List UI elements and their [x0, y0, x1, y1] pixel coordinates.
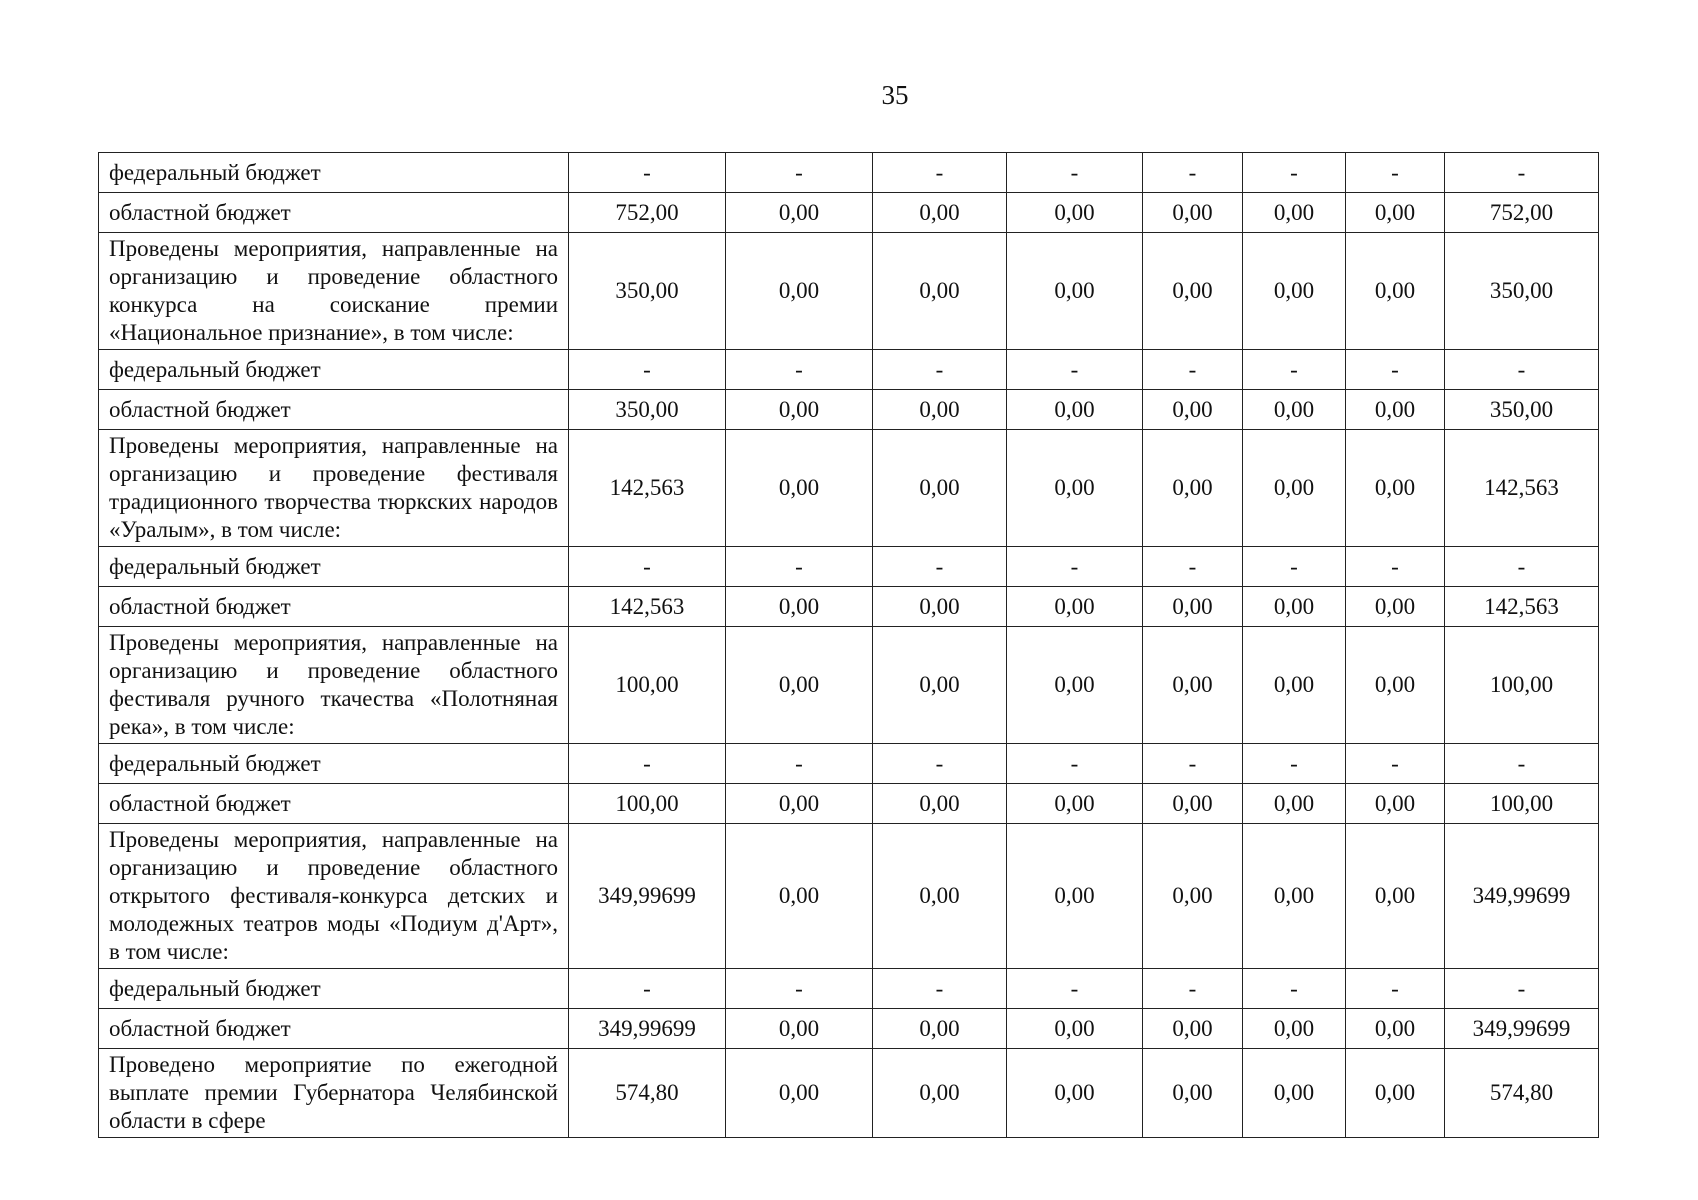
table-cell-value: 0,00	[873, 784, 1007, 824]
table-cell-value: 100,00	[569, 627, 726, 744]
row-label: федеральный бюджет	[99, 547, 569, 587]
table-cell-value: 0,00	[1243, 784, 1346, 824]
table-cell-value: 0,00	[1007, 1049, 1143, 1138]
table-row-budget-source	[99, 390, 1599, 430]
row-label: Проведены мероприятия, направленные на организацию и проведение областного конкурса на соискание премии «Национальное признание», в том числе:	[99, 233, 569, 350]
row-label: областной бюджет	[99, 784, 569, 824]
table-cell-value: 142,563	[1445, 430, 1599, 547]
table-cell-value: 0,00	[1243, 1049, 1346, 1138]
table-cell-value: 349,99699	[1445, 824, 1599, 969]
table-cell-value: 0,00	[1346, 824, 1445, 969]
table-cell-value: -	[873, 744, 1007, 784]
table-cell-value: 0,00	[1143, 824, 1243, 969]
table-cell-value: -	[1243, 350, 1346, 390]
table-cell-value: -	[1346, 744, 1445, 784]
table-cell-value: 0,00	[873, 1009, 1007, 1049]
table-cell-value: -	[1243, 153, 1346, 193]
table-cell-value: 0,00	[1143, 430, 1243, 547]
table-cell-value: 574,80	[1445, 1049, 1599, 1138]
table-cell-value: -	[1243, 744, 1346, 784]
table-cell-value: 0,00	[1143, 1049, 1243, 1138]
table-cell-value: 349,99699	[1445, 1009, 1599, 1049]
table-cell-value: -	[1346, 547, 1445, 587]
table-cell-value: 0,00	[873, 1049, 1007, 1138]
table-cell-value: -	[1007, 969, 1143, 1009]
table-cell-value: 0,00	[873, 587, 1007, 627]
table-cell-value: 0,00	[1243, 627, 1346, 744]
table-row-budget-source	[99, 1009, 1599, 1049]
table-cell-value: 0,00	[1243, 824, 1346, 969]
table-cell-value: 0,00	[1007, 627, 1143, 744]
table-cell-value: 574,80	[569, 1049, 726, 1138]
table-cell-value: -	[1445, 969, 1599, 1009]
table-cell-value: 0,00	[1007, 390, 1143, 430]
table-cell-value: 0,00	[1346, 587, 1445, 627]
table-cell-value: 349,99699	[569, 824, 726, 969]
table-cell-value: 0,00	[1007, 1009, 1143, 1049]
table-cell-value: -	[1007, 350, 1143, 390]
table-cell-value: -	[1346, 350, 1445, 390]
table-row-budget-source	[99, 744, 1599, 784]
table-row-event	[99, 1049, 1599, 1138]
table-row-budget-source	[99, 193, 1599, 233]
table-cell-value: 0,00	[1243, 233, 1346, 350]
table-cell-value: 0,00	[726, 784, 873, 824]
table-cell-value: 0,00	[1007, 784, 1143, 824]
table-cell-value: 0,00	[873, 627, 1007, 744]
table-cell-value: 100,00	[1445, 627, 1599, 744]
table-cell-value: -	[1445, 153, 1599, 193]
table-cell-value: -	[569, 153, 726, 193]
table-cell-value: 0,00	[726, 587, 873, 627]
table-cell-value: -	[569, 350, 726, 390]
table-cell-value: -	[1243, 969, 1346, 1009]
table-cell-value: 0,00	[873, 193, 1007, 233]
table-row-budget-source	[99, 587, 1599, 627]
table-cell-value: -	[1243, 547, 1346, 587]
row-label: федеральный бюджет	[99, 153, 569, 193]
row-label: Проведены мероприятия, направленные на организацию и проведение областного открытого фестиваля-конкурса детских и молодежных театров моды «Подиум д'Арт», в том числе:	[99, 824, 569, 969]
table-cell-value: 0,00	[1346, 390, 1445, 430]
table-cell-value: -	[726, 350, 873, 390]
table-cell-value: 0,00	[726, 233, 873, 350]
row-label: областной бюджет	[99, 1009, 569, 1049]
row-label: Проведены мероприятия, направленные на организацию и проведение фестиваля традиционного творчества тюркских народов «Уралым», в том числе:	[99, 430, 569, 547]
table-cell-value: 0,00	[1143, 1009, 1243, 1049]
table-cell-value: -	[873, 969, 1007, 1009]
table-cell-value: 0,00	[873, 824, 1007, 969]
table-cell-value: 0,00	[1346, 627, 1445, 744]
row-label: Проведено мероприятие по ежегодной выплате премии Губернатора Челябинской области в сфере	[99, 1049, 569, 1138]
table-cell-value: 349,99699	[569, 1009, 726, 1049]
table-cell-value: 0,00	[1007, 233, 1143, 350]
table-cell-value: 752,00	[1445, 193, 1599, 233]
table-cell-value: -	[1007, 153, 1143, 193]
table-cell-value: -	[873, 153, 1007, 193]
row-label: областной бюджет	[99, 390, 569, 430]
table-cell-value: -	[726, 153, 873, 193]
table-cell-value: -	[726, 547, 873, 587]
table-cell-value: 0,00	[1007, 824, 1143, 969]
table-cell-value: 0,00	[1243, 430, 1346, 547]
table-cell-value: 0,00	[1007, 430, 1143, 547]
table-row-event	[99, 824, 1599, 969]
table-cell-value: -	[1445, 547, 1599, 587]
table-cell-value: -	[569, 744, 726, 784]
table-row-event	[99, 430, 1599, 547]
table-cell-value: -	[569, 547, 726, 587]
table-cell-value: -	[1143, 153, 1243, 193]
table-cell-value: 0,00	[1346, 1049, 1445, 1138]
table-cell-value: 0,00	[1143, 233, 1243, 350]
table-cell-value: 0,00	[726, 193, 873, 233]
table-cell-value: 0,00	[1243, 1009, 1346, 1049]
budget-table	[98, 152, 1599, 1138]
table-cell-value: 0,00	[1346, 784, 1445, 824]
table-cell-value: 142,563	[569, 587, 726, 627]
table-cell-value: 0,00	[1346, 1009, 1445, 1049]
table-cell-value: 0,00	[1143, 587, 1243, 627]
table-cell-value: -	[873, 350, 1007, 390]
table-cell-value: -	[1445, 350, 1599, 390]
table-cell-value: 0,00	[1243, 587, 1346, 627]
table-cell-value: 0,00	[726, 1049, 873, 1138]
table-cell-value: 0,00	[1346, 233, 1445, 350]
table-cell-value: -	[569, 969, 726, 1009]
row-label: федеральный бюджет	[99, 744, 569, 784]
row-label: областной бюджет	[99, 193, 569, 233]
table-cell-value: 100,00	[569, 784, 726, 824]
table-cell-value: 0,00	[726, 1009, 873, 1049]
table-cell-value: 0,00	[1143, 193, 1243, 233]
table-cell-value: 0,00	[1143, 390, 1243, 430]
table-cell-value: 0,00	[1243, 390, 1346, 430]
table-cell-value: -	[1445, 744, 1599, 784]
table-cell-value: -	[1143, 547, 1243, 587]
table-cell-value: 100,00	[1445, 784, 1599, 824]
table-cell-value: -	[1143, 969, 1243, 1009]
table-cell-value: 0,00	[726, 627, 873, 744]
table-cell-value: 0,00	[1243, 193, 1346, 233]
table-cell-value: 0,00	[873, 233, 1007, 350]
table-cell-value: -	[726, 744, 873, 784]
table-cell-value: 0,00	[726, 430, 873, 547]
table-cell-value: -	[1007, 744, 1143, 784]
table-cell-value: 350,00	[569, 390, 726, 430]
row-label: федеральный бюджет	[99, 969, 569, 1009]
table-cell-value: -	[1143, 744, 1243, 784]
table-row-budget-source	[99, 784, 1599, 824]
table-cell-value: 0,00	[873, 390, 1007, 430]
table-row-budget-source	[99, 547, 1599, 587]
table-row-event	[99, 627, 1599, 744]
table-cell-value: 0,00	[873, 430, 1007, 547]
table-cell-value: 142,563	[569, 430, 726, 547]
table-row-budget-source	[99, 350, 1599, 390]
table-cell-value: 0,00	[1346, 430, 1445, 547]
table-cell-value: 0,00	[1007, 587, 1143, 627]
table-cell-value: 0,00	[1143, 784, 1243, 824]
table-row-event	[99, 233, 1599, 350]
table-cell-value: 0,00	[1346, 193, 1445, 233]
table-cell-value: 350,00	[1445, 233, 1599, 350]
table-cell-value: 0,00	[1143, 627, 1243, 744]
row-label: областной бюджет	[99, 587, 569, 627]
table-cell-value: -	[1007, 547, 1143, 587]
table-cell-value: 752,00	[569, 193, 726, 233]
table-cell-value: -	[1143, 350, 1243, 390]
table-row-budget-source	[99, 153, 1599, 193]
row-label: Проведены мероприятия, направленные на организацию и проведение областного фестиваля ручного ткачества «Полотняная река», в том числе:	[99, 627, 569, 744]
row-label: федеральный бюджет	[99, 350, 569, 390]
table-cell-value: 350,00	[1445, 390, 1599, 430]
table-cell-value: -	[1346, 153, 1445, 193]
table-cell-value: 142,563	[1445, 587, 1599, 627]
page-number: 35	[881, 80, 909, 110]
table-cell-value: 350,00	[569, 233, 726, 350]
table-row-budget-source	[99, 969, 1599, 1009]
table-cell-value: 0,00	[726, 390, 873, 430]
table-cell-value: 0,00	[1007, 193, 1143, 233]
table-cell-value: -	[726, 969, 873, 1009]
table-cell-value: -	[1346, 969, 1445, 1009]
table-cell-value: -	[873, 547, 1007, 587]
table-cell-value: 0,00	[726, 824, 873, 969]
